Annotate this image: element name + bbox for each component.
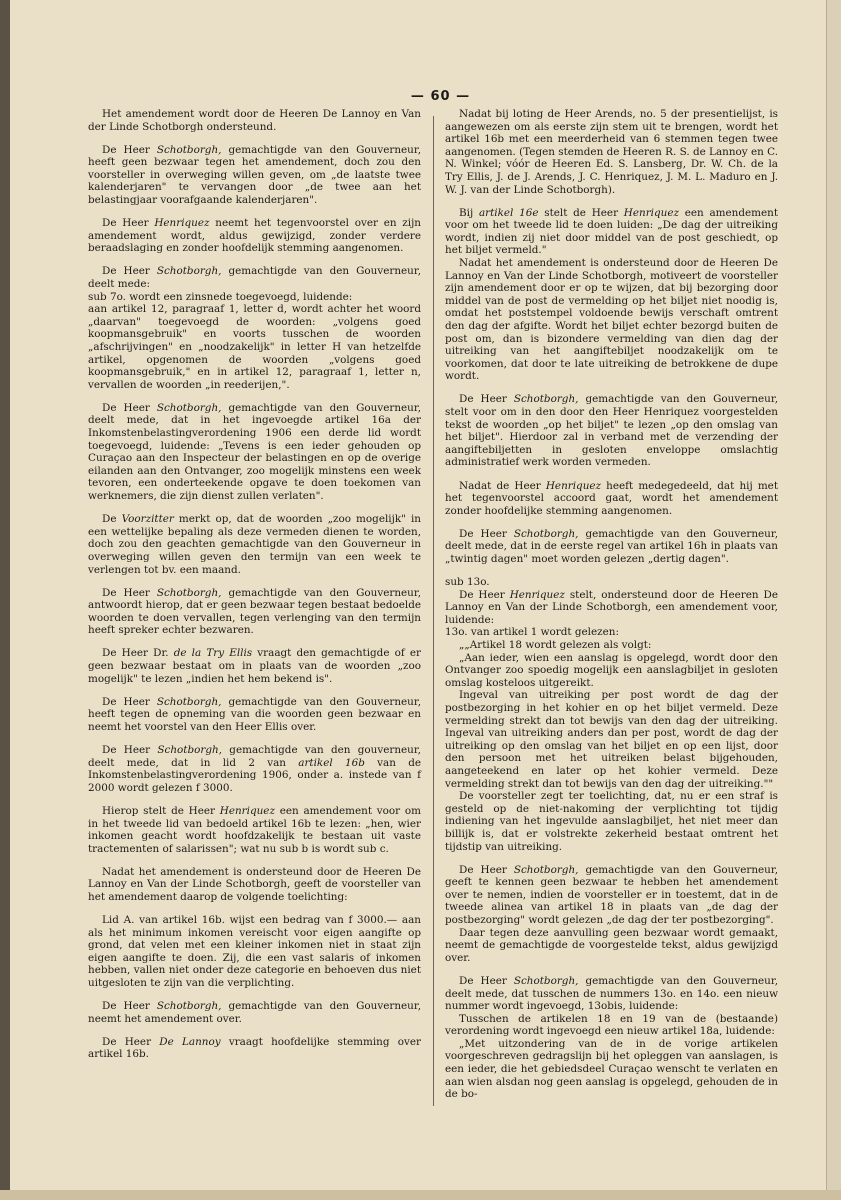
italic-name: Henriquez <box>545 479 602 492</box>
italic-name: De Lannoy <box>159 1035 221 1048</box>
text-run: gemachtigde van den gouverneur, deelt mede, dat in lid 2 van <box>88 744 421 769</box>
text-run: heeft medegedeeld, dat hij met het tegenvoorstel accoord gaat, wordt het amendement zonder hoofdelijke stemming aangenomen. <box>445 479 778 517</box>
paragraph <box>445 257 778 383</box>
binding-edge <box>0 0 10 1200</box>
italic-name: Schotborgh, <box>156 143 222 156</box>
text-run: Hierop stelt de Heer <box>102 804 220 817</box>
text-run: stelt de Heer <box>538 206 624 219</box>
text-run: De voorsteller zegt ter toelichting, dat, nu er een straf is gesteld op de niet-nakoming der verplichting tot tijdig indiening van het ingevulde aanslagbiljet, het niet meer dan billijk is, dat er volstrekte zekerheid bestaat omtrent het tijdstip van uitreiking. <box>445 790 778 853</box>
text-run: gemachtigde van den Gouverneur, deelt mede: <box>88 265 421 291</box>
text-run: De Heer <box>102 695 157 708</box>
text-run: De Heer <box>102 586 157 599</box>
text-run: gemachtigde van den Gouverneur, stelt voor om in den door den Heer Henriquez voorgestelden tekst de woorden „op het biljet" te lezen „op den omslag van het biljet". Hierdoor zal in verband met de verzending der aangiftebiljetten in gesloten enveloppe omslachtig administratief werk worden vermeden. <box>445 393 778 469</box>
italic-name: Schotborgh, <box>156 695 222 708</box>
italic-name: Schotborgh, <box>156 586 222 599</box>
paragraph <box>445 1013 778 1038</box>
italic-name: Schotborgh, <box>513 527 579 540</box>
italic-name: Henriquez <box>154 217 210 230</box>
italic-name: Schotborgh, <box>513 863 579 876</box>
text-run: stelt, ondersteund door de Heeren De Lannoy en Van der Linde Schotborgh, een amendement voor, luidende: <box>445 588 778 626</box>
text-run: Ingeval van uitreiking per post wordt de dag der postbezorging in het kohier en op het biljet vermeld. Deze vermelding strekt dan tot bewijs van den dag der uitreiking. Ingeval van uitreiking anders dan per post, wordt de dag der uitreiking op den omslag van het biljet en op een lijst, door den persoon met het uitreiken belast bijgehouden, aangeteekend en later op het kohier vermeld. Deze vermelding strekt dan tot bewijs van den dag der uitreiking."" <box>445 689 778 790</box>
text-run: neemt het tegenvoorstel over en zijn amendement wordt, aldus gewijzigd, zonder verdere beraadslaging en zonder hoofdelijk stemming aangenomen. <box>88 217 421 255</box>
paragraph <box>88 265 421 290</box>
page-number: — 60 — <box>410 89 471 104</box>
italic-name: artikel 16b <box>298 756 365 769</box>
text-run: „„Artikel 18 wordt gelezen als volgt: <box>459 639 652 652</box>
paragraph <box>88 513 421 576</box>
left-column <box>88 108 421 1072</box>
paragraph <box>445 480 778 518</box>
text-run: Tusschen de artikelen 18 en 19 van de (bestaande) verordening wordt ingevoegd een nieuw artikel 18a, luidende: <box>445 1012 778 1038</box>
paragraph <box>88 805 421 855</box>
paragraph <box>445 589 778 627</box>
paragraph <box>88 914 421 990</box>
text-run: gemachtigde van den Gouverneur, neemt het amendement over. <box>88 1000 421 1025</box>
text-run: sub 13o. <box>445 576 490 589</box>
document-page <box>88 88 793 1128</box>
italic-name: Schotborgh, <box>156 1000 222 1013</box>
paragraph <box>445 652 778 690</box>
paragraph <box>445 576 778 589</box>
paragraph <box>445 975 778 1013</box>
italic-name: Schotborgh, <box>157 744 222 757</box>
paragraph <box>88 291 421 304</box>
text-run: Bij <box>459 206 479 219</box>
text-run: een amendement voor om in het tweede lid van bedoeld artikel 16b te lezen: „hen, wier inkomen geacht wordt hoofdzakelijk te bestaan uit vaste tractementen of salarissen"; wat nu sub b is wordt sub c. <box>88 804 422 855</box>
italic-name: Henriquez <box>509 588 565 601</box>
paragraph <box>445 639 778 652</box>
paragraph <box>88 1000 421 1025</box>
text-run: De Heer <box>459 974 514 987</box>
text-run: De Heer <box>459 527 514 540</box>
text-run: een amendement voor om het tweede lid te doen luiden: „De dag der uitreiking wordt, indien zij niet door middel van de post geschiedt, op het biljet vermeld." <box>445 206 779 257</box>
text-run: merkt op, dat de woorden „zoo mogelijk" in een wettelijke bepaling als deze vermeden dienen te worden, doch zou den geachten gemachtigde van den Gouverneur in overweging willen geven den termijn van een week te verlengen tot bv. een maand. <box>88 513 421 576</box>
text-run: De Heer <box>102 401 157 414</box>
text-run: gemachtigde van den Gouverneur, deelt mede, dat in het ingevoegde artikel 16a der Inkomstenbelastingverordening 1906 een derde lid wordt toegevoegd, luidende: „Tevens is een ieder gehouden op Curaçao aan den Inspecteur der belastingen en op de overige eilanden aan den Ontvanger, zoo mogelijk minstens een week tevoren, een onderteekende opgave te doen toekomen van werknemers, die zijn dienst zullen verlaten". <box>88 401 421 503</box>
paragraph <box>445 689 778 790</box>
text-run: Nadat bij loting de Heer Arends, no. 5 der presentielijst, is aangewezen om als eerste zijn stem uit te brengen, wordt het artikel 16b met een meerderheid van 6 stemmen tegen twee aangenomen. (Tegen stemden de Heeren R. S. de Lannoy en C. N. Winkel; vóór de Heeren Ed. S. Lansberg, Dr. W. Ch. de la Try Ellis, J. de J. Arends, J. C. Henriquez, J. M. L. Maduro en J. W. J. van der Linde Schotborgh). <box>445 108 778 196</box>
italic-name: Henriquez <box>219 804 275 817</box>
paragraph <box>445 626 778 639</box>
italic-name: Schotborgh, <box>156 265 222 278</box>
paragraph <box>88 217 421 255</box>
paragraph <box>445 393 778 469</box>
page-edge <box>826 0 841 1200</box>
paragraph <box>445 790 778 853</box>
column-divider <box>433 116 434 1106</box>
italic-name: Schotborgh, <box>513 393 579 406</box>
paragraph <box>88 587 421 637</box>
text-run: Daar tegen deze aanvulling geen bezwaar wordt gemaakt, neemt de gemachtigde de voorgestelde tekst, aldus gewijzigd over. <box>445 926 778 964</box>
paragraph <box>88 108 421 133</box>
paragraph <box>88 1036 421 1061</box>
text-run: Nadat het amendement is ondersteund door de Heeren De Lannoy en Van der Linde Schotborgh, motiveert de voorsteller zijn amendement door er op te wijzen, dat bij bezorging door middel van de post de vermelding op het biljet niet noodig is, omdat het poststempel voldoende bewijs verschaft omtrent den dag der afgifte. Wordt het biljet echter bezorgd buiten de post om, dan is bizondere vermelding van dien dag der uitreiking van het aangiftebiljet noodzakelijk om te voorkomen, dat door te late uitreiking de betrokkene de dupe wordt. <box>445 257 778 383</box>
italic-name: artikel 16e <box>478 206 539 219</box>
text-run: Nadat de Heer <box>459 479 546 492</box>
paragraph <box>445 1038 778 1101</box>
text-run: De Heer <box>102 1000 157 1013</box>
paragraph <box>88 303 421 391</box>
text-run: gemachtigde van den Gouverneur, deelt mede, dat in de eerste regel van artikel 16h in plaats van „twintig dagen" moet worden gelezen „dertig dagen". <box>445 527 778 565</box>
text-run: sub 7o. wordt een zinsnede toegevoegd, luidende: <box>88 290 353 303</box>
paragraph <box>88 744 421 794</box>
text-run: gemachtigde van den Gouverneur, heeft geen bezwaar tegen het amendement, doch zou den voorsteller in overweging willen geven, om „de laatste twee kalenderjaren" te vervangen door „de twee aan het belastingjaar voorafgaande kalenderjaren". <box>88 143 421 207</box>
text-run: Nadat het amendement is ondersteund door de Heeren De Lannoy en Van der Linde Schotborgh, geeft de voorsteller van het amendement daarop de volgende toelichting: <box>88 865 421 903</box>
italic-name: Schotborgh, <box>156 401 222 414</box>
paragraph <box>445 207 778 257</box>
page-bottom-edge <box>0 1190 841 1200</box>
text-run: 13o. van artikel 1 wordt gelezen: <box>445 626 619 639</box>
text-run: De Heer <box>459 863 514 876</box>
italic-name: Henriquez <box>623 206 679 219</box>
text-run: gemachtigde van den Gouverneur, geeft te kennen geen bezwaar te hebben het amendement over te nemen, indien de voorsteller er in toestemt, dat in de tweede alinea van artikel 18 in plaats van „de dag der postbezorging" wordt gelezen „de dag der ter postbezorging". <box>445 863 778 927</box>
paragraph <box>88 696 421 734</box>
text-run: De Heer <box>459 588 510 601</box>
paragraph <box>445 528 778 566</box>
text-run: vraagt hoofdelijke stemming over artikel 16b. <box>88 1035 421 1061</box>
text-run: De Heer <box>102 1035 160 1048</box>
text-run: De Heer <box>102 744 158 757</box>
text-run: „Aan ieder, wien een aanslag is opgelegd, wordt door den Ontvanger zoo spoedig mogelijk een aanslagbiljet in gesloten omslag kosteloos uitgereikt. <box>445 651 778 689</box>
text-run: Het amendement wordt door de Heeren De Lannoy en Van der Linde Schotborgh ondersteund. <box>88 108 421 133</box>
italic-name: Schotborgh, <box>513 974 579 987</box>
text-run: „Met uitzondering van de in de vorige artikelen voorgeschreven gedragslijn bij het opleggen van aanslagen, is een ieder, die het gebiedsdeel Curaçao wenscht te verlaten en aan wien alsdan nog geen aanslag is opgelegd, gehouden de in de bo- <box>445 1037 778 1101</box>
paragraph <box>88 647 421 685</box>
text-run: gemachtigde van den Gouverneur, antwoordt hierop, dat er geen bezwaar tegen bestaat bedoelde woorden te doen vervallen, tegen verlenging van den termijn heeft spreker echter bezwaren. <box>88 586 422 637</box>
text-run: De Heer <box>102 265 157 278</box>
text-run: gemachtigde van den Gouverneur, deelt mede, dat tusschen de nummers 13o. en 14o. een nieuw nummer wordt ingevoegd, 13obis, luidende: <box>445 974 778 1013</box>
paragraph <box>445 108 778 196</box>
text-run: De <box>102 513 122 526</box>
paragraph <box>445 927 778 965</box>
text-run: De Heer <box>102 143 157 156</box>
right-column <box>445 108 778 1101</box>
text-run: van de Inkomstenbelastingverordening 1906, onder a. instede van f 2000 wordt gelezen f 3000. <box>88 756 421 794</box>
text-run: De Heer Dr. <box>102 647 174 660</box>
italic-name: Voorzitter <box>121 513 174 526</box>
italic-name: de la Try Ellis <box>173 647 253 660</box>
paragraph <box>88 402 421 503</box>
text-run: gemachtigde van den Gouverneur, heeft tegen de opneming van die woorden geen bezwaar en neemt het voorstel van den Heer Ellis over. <box>88 695 421 733</box>
paragraph <box>88 144 421 207</box>
text-run: De Heer <box>102 217 155 230</box>
text-run: vraagt den gemachtigde of er geen bezwaar bestaat om in plaats van de woorden „zoo mogelijk" te lezen „indien het hem bekend is". <box>88 647 421 685</box>
paragraph <box>445 864 778 927</box>
text-run: Lid A. van artikel 16b. wijst een bedrag van f 3000.— aan als het minimum inkomen vereischt voor eigen aangifte op grond, dat velen met een kleiner inkomen niet in staat zijn eigen aangifte te doen. Zij, die een vast salaris of inkomen hebben, vallen niet onder deze categorie en behoeven dus niet uitgesloten te zijn van die verplichting. <box>88 914 421 990</box>
paragraph <box>88 866 421 904</box>
text-run: De Heer <box>459 393 514 406</box>
text-run: aan artikel 12, paragraaf 1, letter d, wordt achter het woord „daarvan" toegevoegd de woorden: „volgens goed koopmansgebruik" en voorts tusschen de woorden „afschrijvingen" en „noodzakelijk" in letter H van hetzelfde artikel, opgenomen de woorden „volgens goed koopmansgebruik," en in artikel 12, paragraaf 1, letter n, vervallen de woorden „in reederijen,". <box>88 303 421 391</box>
